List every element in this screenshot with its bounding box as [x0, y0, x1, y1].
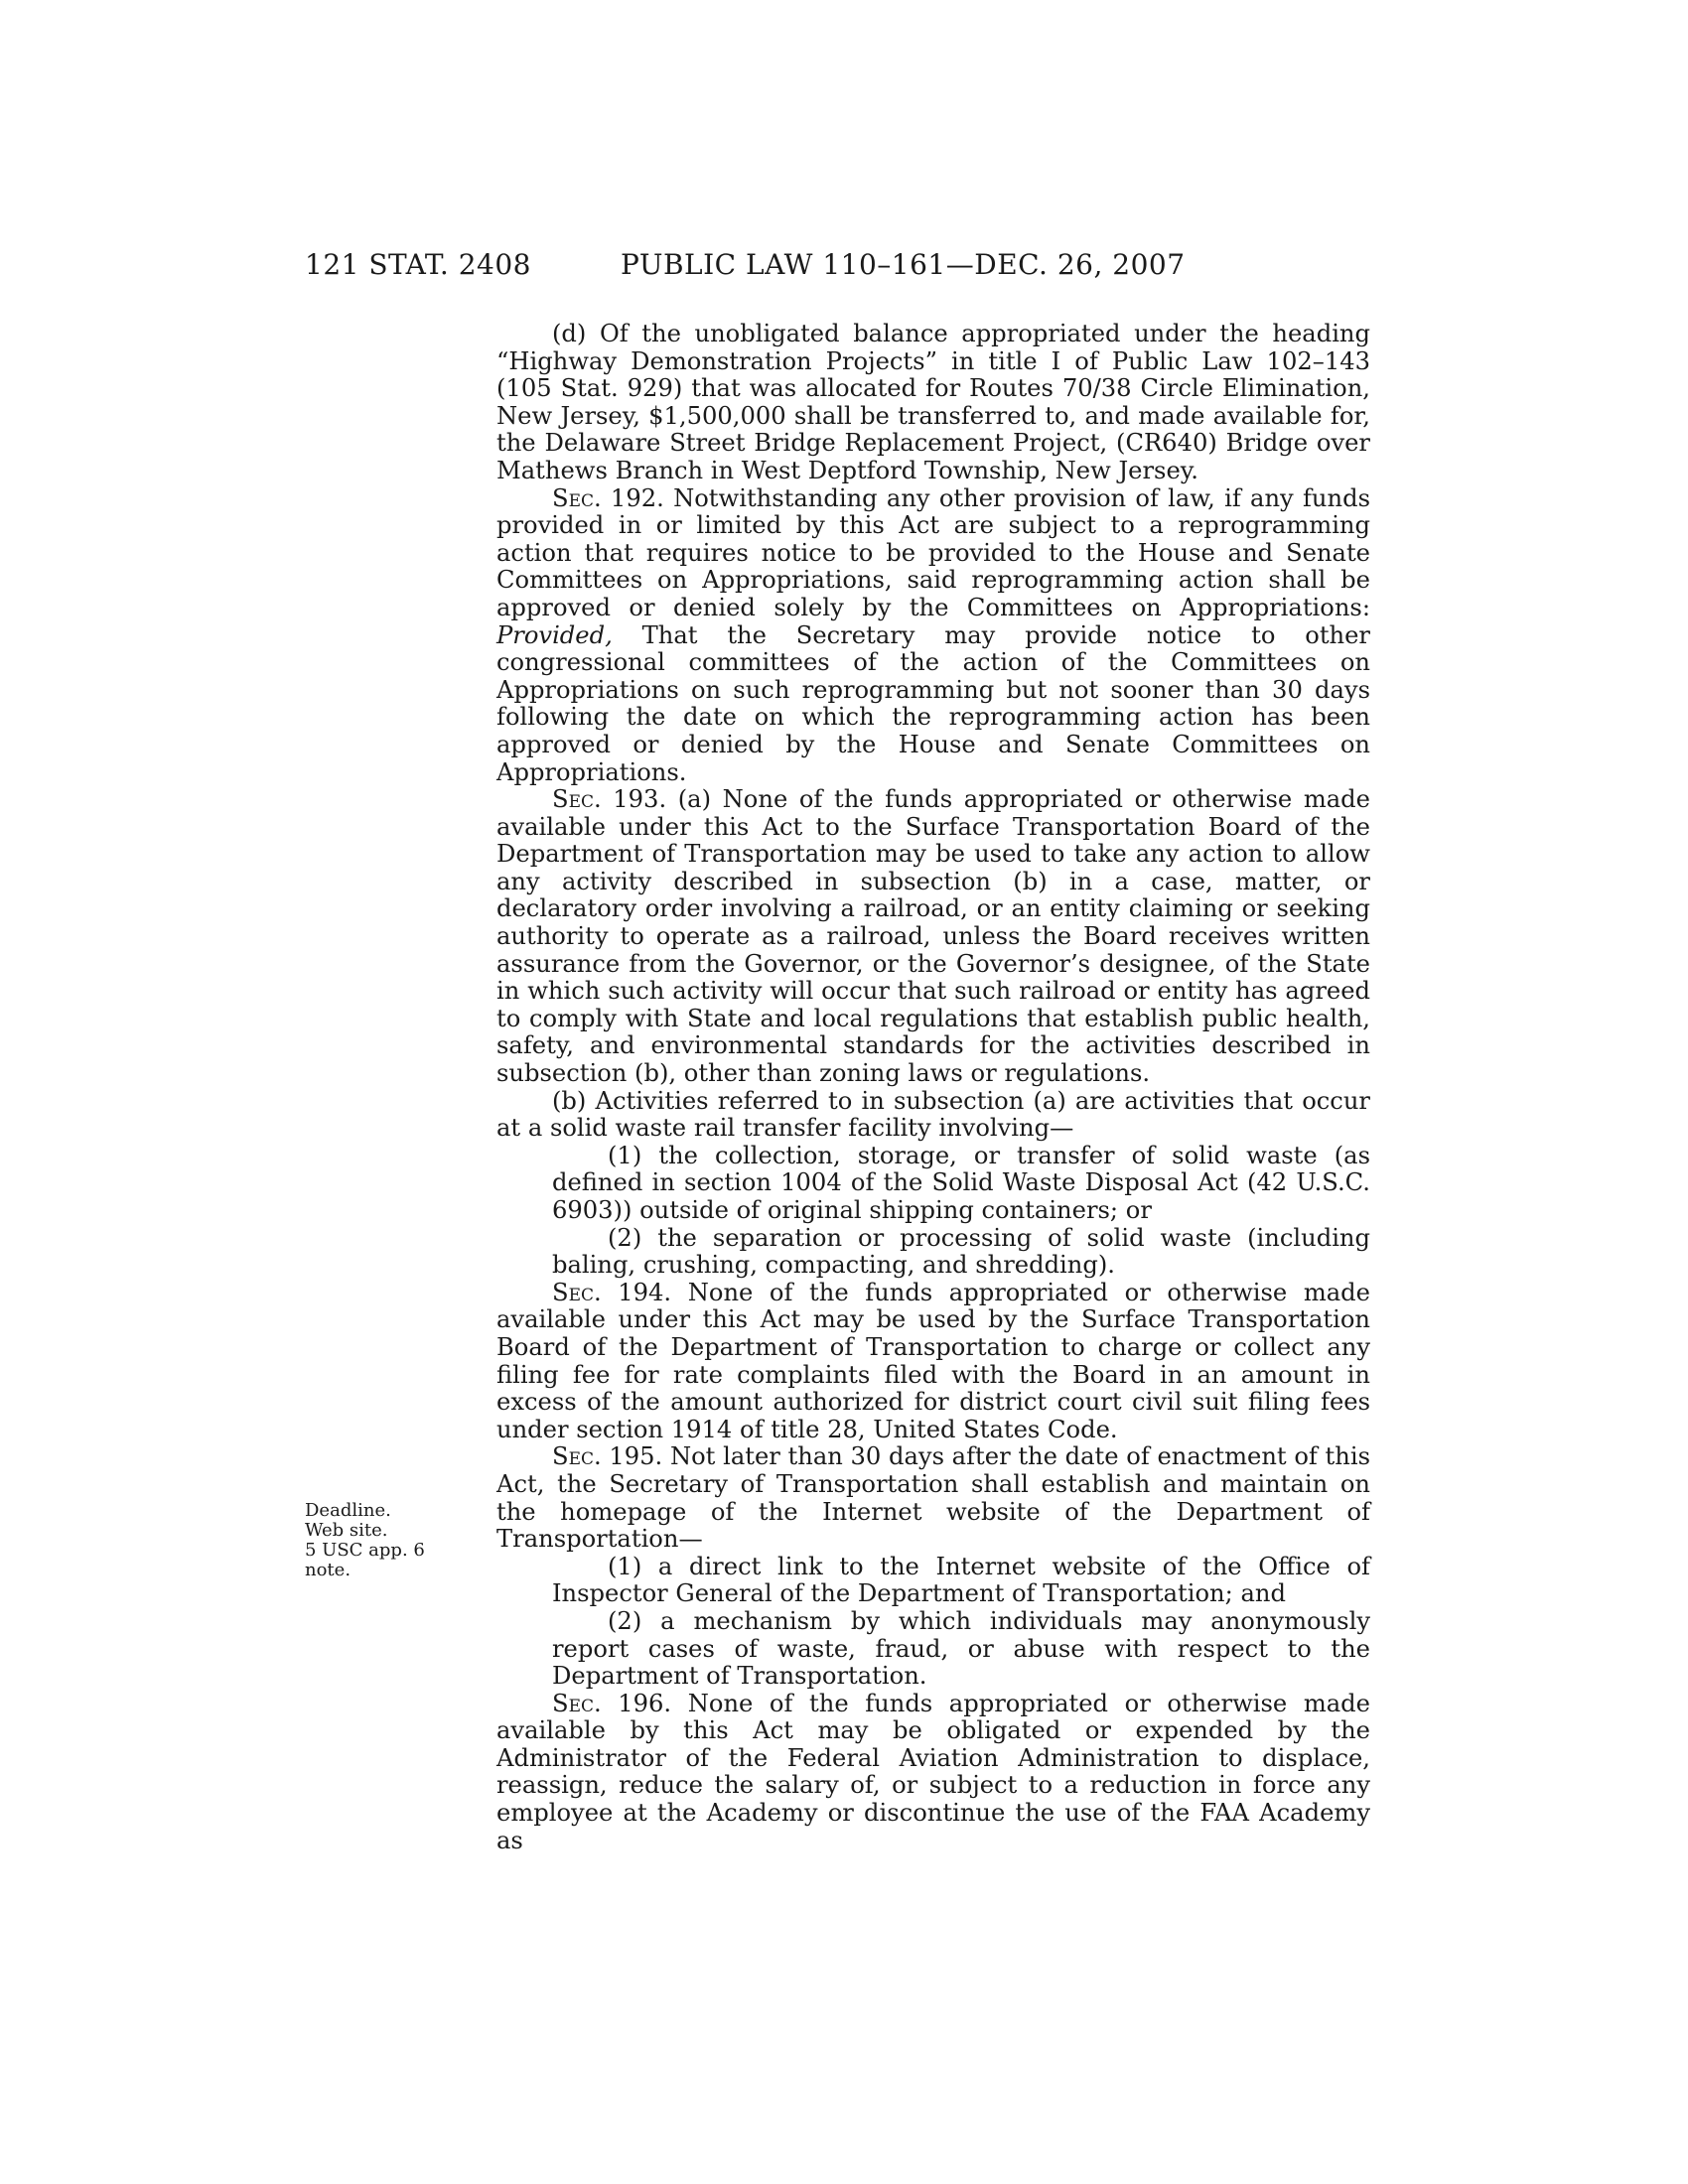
paragraph-text: None of the funds appropriated or otherwise made available by this Act may be obligated or expended by the Administrator of the Federal Aviation Administration to displace, reassign, reduce the salary of, or subject to a reduction in force any employee at the Academy or discontinue the use of the FAA Academy as — [496, 1689, 1370, 1854]
paragraph-text: (2) a mechanism by which individuals may anonymously report cases of waste, fraud, or abuse with respect to the Department of Transportation. — [552, 1606, 1370, 1691]
public-law-title: PUBLIC LAW 110–161—DEC. 26, 2007 — [621, 248, 1186, 281]
paragraph-text: None of the funds appropriated or otherwise made available under this Act may be used by the Surface Transportation Board of the Department of Transportation to charge or collect any filing fee for rate complaints filed with the Board in an amount in excess of the amount authorized for district court civil suit filing fees under section 1914 of title 28, United States Code. — [496, 1278, 1370, 1443]
paragraph-text: (a) None of the funds appropriated or otherwise made available under this Act to the Surface Transportation Board of the Department of Transportation may be used to take any action to allow any activity described in subsection (b) in a case, matter, or declaratory order involving a railroad, or an entity claiming or seeking authority to operate as a railroad, unless the Board receives written assurance from the Governor, or the Governor’s designee, of the State in which such activity will occur that such railroad or entity has agreed to comply with State and local regulations that establish public health, safety, and environmental standards for the activities described in subsection (b), other than zoning laws or regulations. — [496, 785, 1370, 1088]
margin-note-line: Deadline. — [305, 1500, 391, 1521]
section-195 — [496, 1443, 1370, 1553]
margin-note-line: 5 USC app. 6 — [305, 1540, 425, 1561]
paragraph-text: (2) the separation or processing of solid waste (including baling, crushing, compacting, and shredding). — [552, 1223, 1370, 1280]
section-194 — [496, 1280, 1370, 1444]
paragraph-text: (d) Of the unobligated balance appropriated under the heading “Highway Demonstration Projects” in title I of Public Law 102–143 (105 Stat. 929) that was allocated for Routes 70/38 Circle Elimination, New Jersey, $1,500,000 shall be transferred to, and made available for, the Delaware Street Bridge Replacement Project, (CR640) Bridge over Mathews Branch in West Deptford Township, New Jersey. — [496, 320, 1370, 484]
paragraph-text: (1) a direct link to the Internet website of the Office of Inspector General of the Department of Transportation; and — [552, 1552, 1370, 1608]
section-label: Sec. 193. — [552, 785, 667, 814]
page-header — [0, 248, 1688, 288]
paragraph-text: Notwithstanding any other provision of law, if any funds provided in or limited by this Act are subject to a reprogramming action that requires notice to be provided to the House and Senate Committees on Appropriations, said reprogramming action shall be approved or denied solely by the Committees on Appropriations: — [496, 483, 1370, 621]
section-195-1 — [552, 1554, 1370, 1608]
section-193 — [496, 786, 1370, 1088]
stat-page-number: 121 STAT. 2408 — [305, 248, 531, 281]
paragraph-text: That the Secretary may provide notice to other congressional committees of the action of the Committees on Appropriations on such reprogramming but not sooner than 30 days following the date on which the reprogramming action has been approved or denied by the House and Senate Committees on Appropriations. — [496, 620, 1370, 786]
section-label: Sec. 196. — [552, 1689, 672, 1717]
section-196 — [496, 1691, 1370, 1855]
section-193-b-1 — [552, 1143, 1370, 1225]
paragraph-text: (1) the collection, storage, or transfer of solid waste (as defined in section 1004 of the Solid Waste Disposal Act (42 U.S.C. 6903)) outside of original shipping containers; or — [552, 1141, 1370, 1224]
section-label: Sec. 195. — [552, 1442, 663, 1471]
paragraph-text: (b) Activities referred to in subsection (a) are activities that occur at a solid waste rail transfer facility involving— — [496, 1086, 1370, 1143]
paragraph-text: Not later than 30 days after the date of enactment of this Act, the Secretary of Transportation shall establish and maintain on the homepage of the Internet website of the Department of Transportation— — [496, 1442, 1370, 1554]
section-193-b-2 — [552, 1225, 1370, 1280]
section-label: Sec. 194. — [552, 1278, 672, 1306]
margin-note-line: Web site. — [305, 1520, 388, 1541]
section-label: Sec. 192. — [552, 483, 664, 512]
body-text — [496, 321, 1370, 1854]
section-192 — [496, 485, 1370, 787]
section-195-2 — [552, 1608, 1370, 1691]
provided-term: Provided, — [496, 620, 613, 649]
margin-note — [305, 1501, 454, 1580]
section-193-b — [496, 1088, 1370, 1143]
paragraph-d — [496, 321, 1370, 485]
margin-note-line: note. — [305, 1560, 352, 1580]
